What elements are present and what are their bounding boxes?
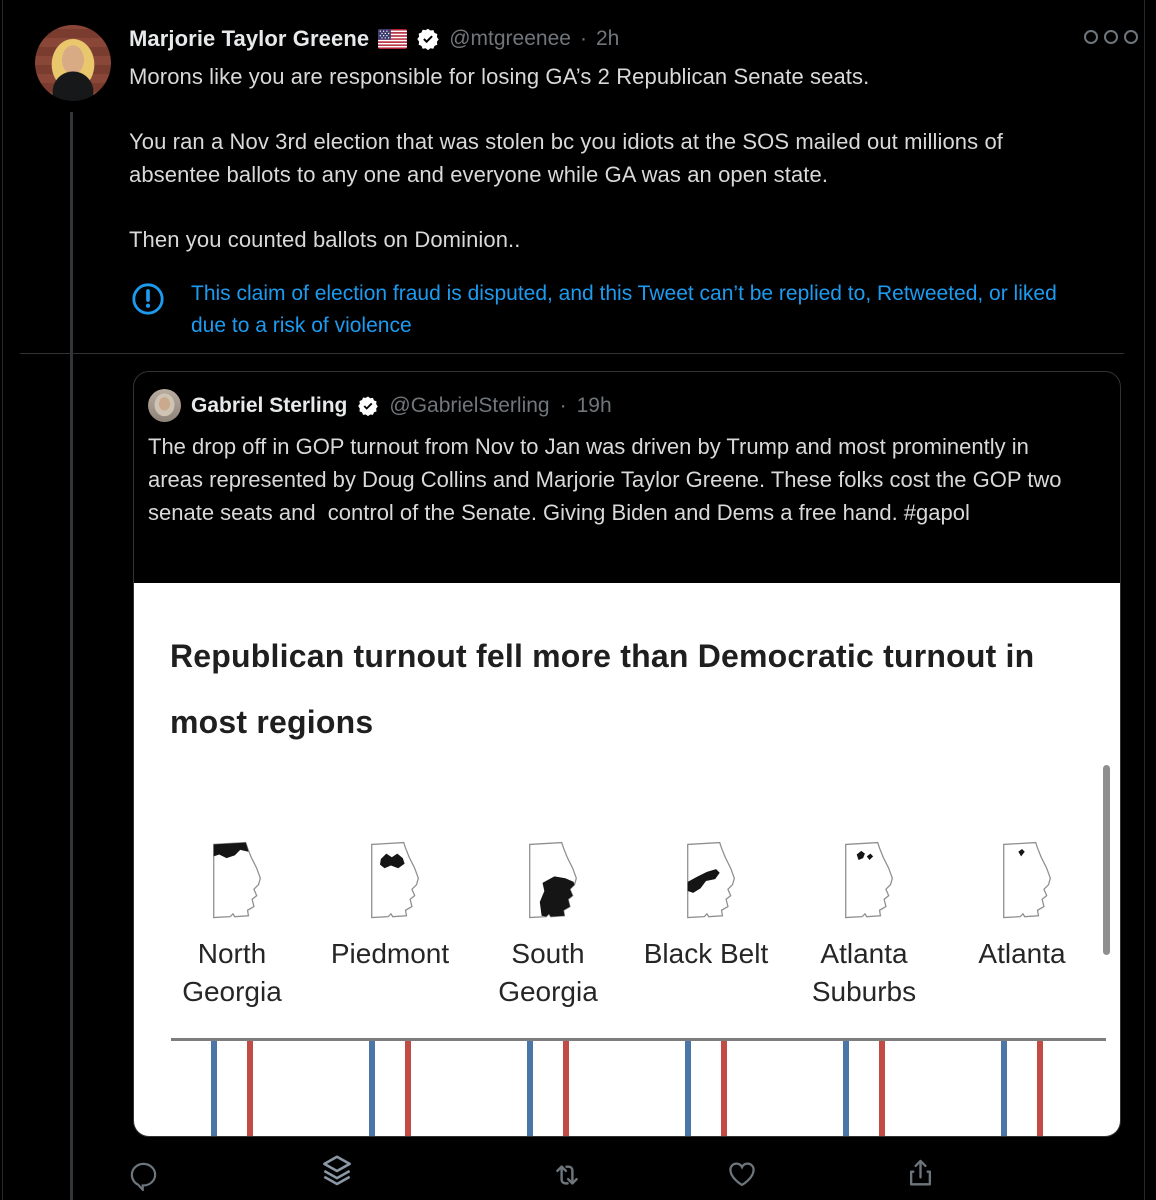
tweet-body bbox=[129, 60, 1059, 288]
region-maps-row bbox=[153, 837, 1101, 925]
region-label: Atlanta Suburbs bbox=[811, 938, 917, 1007]
bar-republican bbox=[721, 1041, 727, 1136]
bar-democratic bbox=[843, 1041, 849, 1136]
column-left-border bbox=[2, 0, 3, 1200]
alert-circle-icon bbox=[131, 282, 165, 321]
region-label: Piedmont bbox=[330, 938, 450, 969]
layers-icon[interactable] bbox=[318, 1152, 356, 1190]
handle[interactable]: @mtgreenee bbox=[449, 27, 571, 50]
embedded-chart-image[interactable] bbox=[134, 583, 1120, 1136]
timestamp[interactable]: 19h bbox=[576, 393, 612, 417]
quoted-tweet-header bbox=[148, 389, 612, 422]
scrollbar-thumb bbox=[1103, 765, 1110, 955]
disputed-claim-notice bbox=[131, 278, 1059, 342]
timestamp[interactable]: 2h bbox=[595, 27, 620, 50]
georgia-map-north-georgia bbox=[153, 837, 311, 925]
us-flag-icon bbox=[378, 29, 407, 49]
avatar[interactable] bbox=[148, 389, 181, 422]
quoted-tweet-card[interactable] bbox=[133, 371, 1121, 1137]
bar-group bbox=[469, 1041, 627, 1136]
disputed-claim-text: This claim of election fraud is disputed, and this Tweet can’t be replied to, Retweeted, or liked due to a risk of violence bbox=[191, 282, 1057, 337]
region-label: Atlanta bbox=[978, 938, 1066, 969]
region-label: South Georgia bbox=[498, 938, 598, 1007]
quoted-tweet-text: The drop off in GOP turnout from Nov to Jan was driven by Trump and most prominently in areas represented by Doug Collins and Marjorie Taylor Greene. These folks cost the GOP two senate seats and control of the Senate. Giving Biden and Dems a free hand. #gapol bbox=[148, 434, 1068, 525]
retweet-icon[interactable] bbox=[550, 1158, 584, 1192]
handle[interactable]: @GabrielSterling bbox=[389, 393, 550, 417]
region-label: Black Belt bbox=[643, 938, 769, 969]
georgia-map-south-georgia bbox=[469, 837, 627, 925]
display-name[interactable]: Marjorie Taylor Greene bbox=[129, 26, 370, 51]
reply-icon[interactable] bbox=[128, 1160, 159, 1191]
tweet-header bbox=[129, 26, 619, 52]
separator-dot: · bbox=[579, 27, 587, 50]
chart-bars-row bbox=[153, 1041, 1101, 1136]
tweet-paragraph: You ran a Nov 3rd election that was stolen bc you idiots at the SOS mailed out millions of absentee ballots to any one and everyone while GA was an open state. bbox=[129, 129, 1003, 187]
bar-group bbox=[627, 1041, 785, 1136]
column-right-border bbox=[1144, 0, 1145, 1200]
bar-republican bbox=[1037, 1041, 1043, 1136]
bar-democratic bbox=[685, 1041, 691, 1136]
bar-democratic bbox=[211, 1041, 217, 1136]
bar-democratic bbox=[1001, 1041, 1007, 1136]
tweet-paragraph: Morons like you are responsible for losing GA’s 2 Republican Senate seats. bbox=[129, 64, 870, 89]
chart-title: Republican turnout fell more than Democratic turnout in most regions bbox=[170, 638, 1035, 740]
like-icon[interactable] bbox=[726, 1158, 758, 1190]
more-options-icon[interactable] bbox=[1084, 30, 1138, 44]
share-icon[interactable] bbox=[904, 1156, 937, 1189]
bar-republican bbox=[879, 1041, 885, 1136]
region-label: North Georgia bbox=[182, 938, 282, 1007]
bar-democratic bbox=[369, 1041, 375, 1136]
region-labels-row bbox=[153, 935, 1101, 1011]
avatar[interactable] bbox=[35, 25, 111, 101]
thread-connector-line bbox=[70, 112, 73, 1200]
bar-republican bbox=[563, 1041, 569, 1136]
bar-republican bbox=[405, 1041, 411, 1136]
bar-democratic bbox=[527, 1041, 533, 1136]
georgia-map-atlanta bbox=[943, 837, 1101, 925]
bar-republican bbox=[247, 1041, 253, 1136]
bar-group bbox=[311, 1041, 469, 1136]
bar-group bbox=[785, 1041, 943, 1136]
verified-badge-icon bbox=[357, 395, 379, 417]
section-divider bbox=[20, 353, 1124, 354]
georgia-map-atlanta-suburbs bbox=[785, 837, 943, 925]
tweet-action-bar bbox=[0, 1148, 1156, 1200]
georgia-map-piedmont bbox=[311, 837, 469, 925]
bar-group bbox=[943, 1041, 1101, 1136]
tweet-paragraph: Then you counted ballots on Dominion.. bbox=[129, 227, 521, 252]
georgia-map-black-belt bbox=[627, 837, 785, 925]
verified-badge-icon bbox=[416, 27, 440, 51]
display-name[interactable]: Gabriel Sterling bbox=[191, 393, 348, 417]
separator-dot: · bbox=[559, 393, 567, 417]
bar-group bbox=[153, 1041, 311, 1136]
